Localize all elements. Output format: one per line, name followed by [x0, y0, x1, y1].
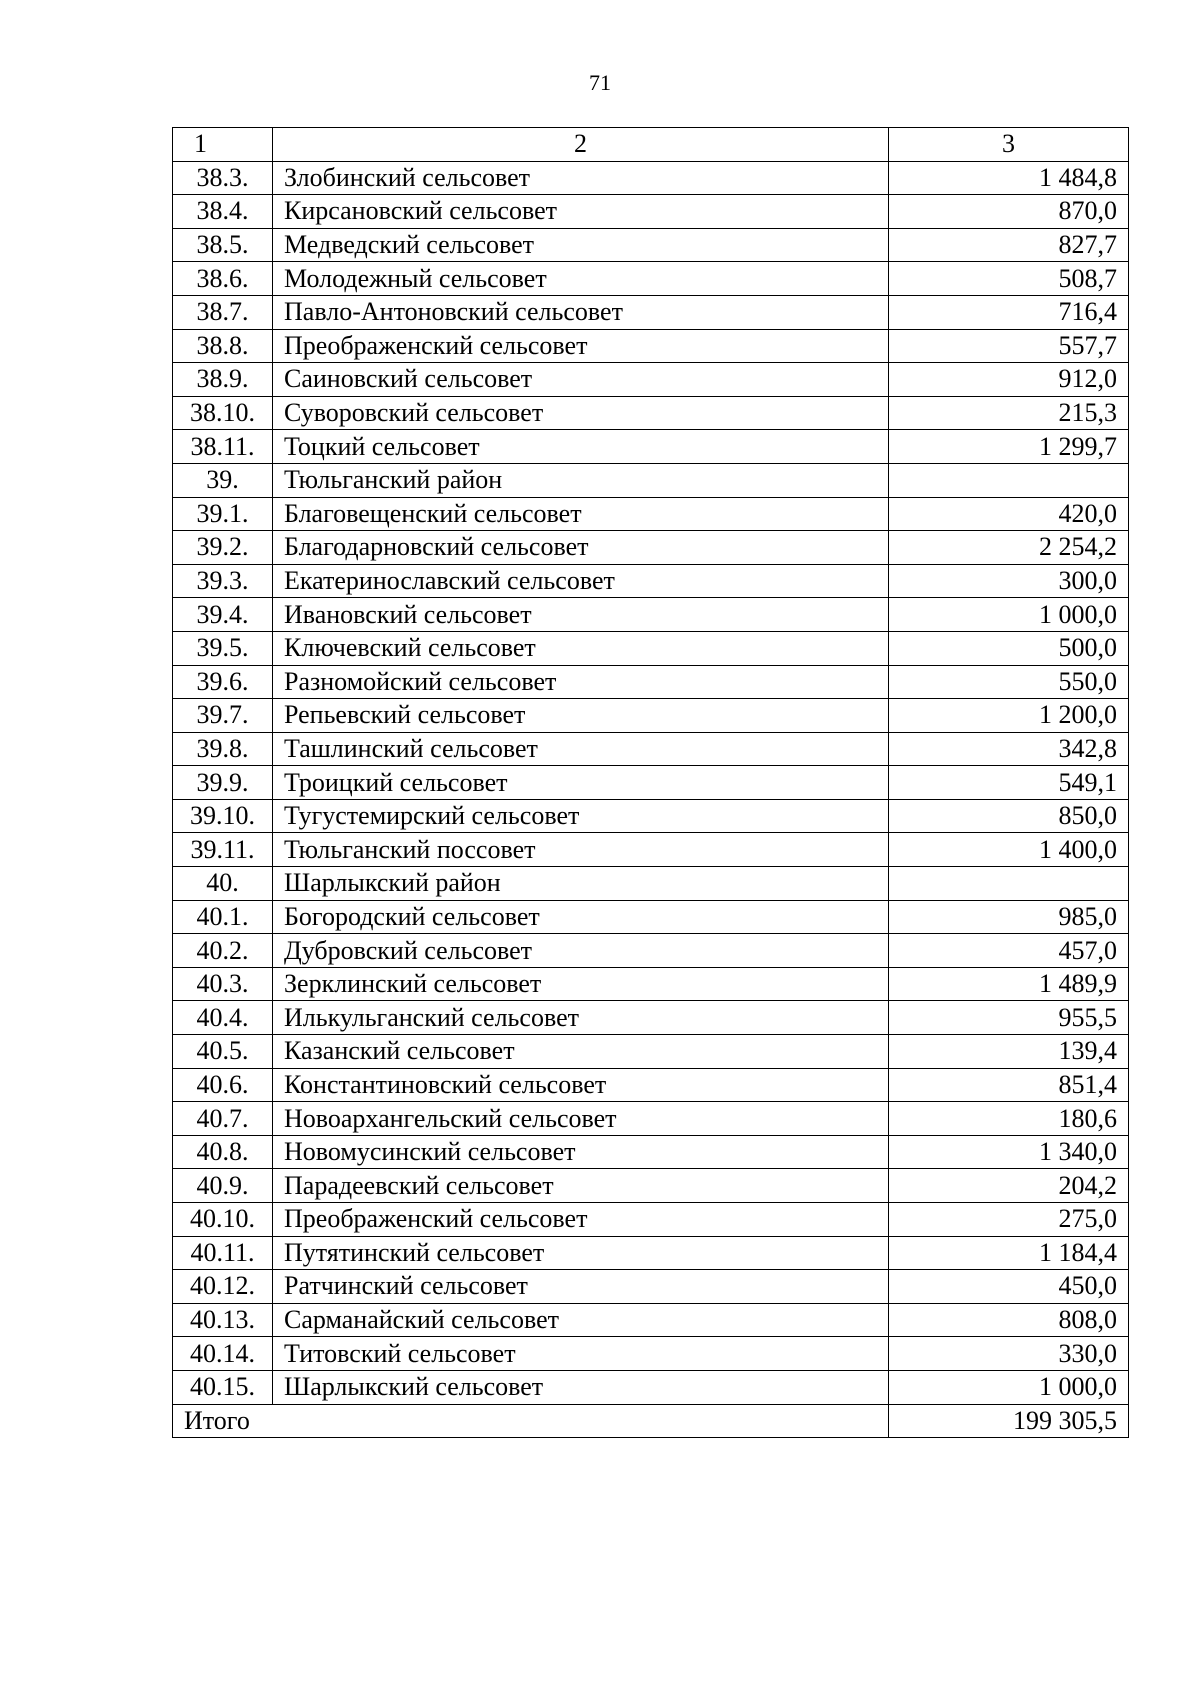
row-name: Новомусинский сельсовет	[273, 1135, 889, 1169]
budget-table	[172, 127, 1129, 1438]
table-row	[173, 228, 1129, 262]
table-row	[173, 598, 1129, 632]
row-amount: 550,0	[889, 665, 1129, 699]
table-row	[173, 934, 1129, 968]
row-name: Павло-Антоновский сельсовет	[273, 295, 889, 329]
table-row	[173, 732, 1129, 766]
row-amount: 275,0	[889, 1203, 1129, 1237]
row-amount: 215,3	[889, 396, 1129, 430]
row-number: 38.5.	[173, 228, 273, 262]
row-amount: 549,1	[889, 766, 1129, 800]
row-amount: 180,6	[889, 1102, 1129, 1136]
total-amount: 199 305,5	[889, 1404, 1129, 1438]
table-row	[173, 161, 1129, 195]
table-row	[173, 363, 1129, 397]
table-row	[173, 1270, 1129, 1304]
row-name: Благодарновский сельсовет	[273, 531, 889, 565]
table-row	[173, 262, 1129, 296]
row-name: Тоцкий сельсовет	[273, 430, 889, 464]
row-number: 39.11.	[173, 833, 273, 867]
row-amount: 300,0	[889, 564, 1129, 598]
row-number: 40.15.	[173, 1370, 273, 1404]
table-row	[173, 1001, 1129, 1035]
row-name: Титовский сельсовет	[273, 1337, 889, 1371]
row-amount: 342,8	[889, 732, 1129, 766]
row-amount: 139,4	[889, 1035, 1129, 1069]
row-number: 40.4.	[173, 1001, 273, 1035]
row-amount: 827,7	[889, 228, 1129, 262]
table-row	[173, 1169, 1129, 1203]
total-row	[173, 1404, 1129, 1438]
row-name: Шарлыкский район	[273, 867, 889, 901]
row-number: 38.3.	[173, 161, 273, 195]
header-col-1: 1	[173, 128, 273, 162]
row-amount: 1 184,4	[889, 1236, 1129, 1270]
row-name: Злобинский сельсовет	[273, 161, 889, 195]
row-number: 40.6.	[173, 1068, 273, 1102]
row-amount: 420,0	[889, 497, 1129, 531]
row-name: Екатеринославский сельсовет	[273, 564, 889, 598]
table-row	[173, 1068, 1129, 1102]
row-amount: 1 200,0	[889, 699, 1129, 733]
row-number: 40.7.	[173, 1102, 273, 1136]
row-name: Тюльганский поссовет	[273, 833, 889, 867]
table-row	[173, 463, 1129, 497]
row-name: Ратчинский сельсовет	[273, 1270, 889, 1304]
row-name: Илькульганский сельсовет	[273, 1001, 889, 1035]
header-col-3: 3	[889, 128, 1129, 162]
row-amount: 1 340,0	[889, 1135, 1129, 1169]
row-amount	[889, 867, 1129, 901]
table-row	[173, 1035, 1129, 1069]
table-row	[173, 1236, 1129, 1270]
row-number: 39.3.	[173, 564, 273, 598]
row-number: 40.5.	[173, 1035, 273, 1069]
row-name: Казанский сельсовет	[273, 1035, 889, 1069]
row-number: 40.3.	[173, 967, 273, 1001]
row-amount: 912,0	[889, 363, 1129, 397]
row-number: 39.	[173, 463, 273, 497]
row-name: Разномойский сельсовет	[273, 665, 889, 699]
row-name: Дубровский сельсовет	[273, 934, 889, 968]
row-amount: 1 000,0	[889, 598, 1129, 632]
row-amount: 508,7	[889, 262, 1129, 296]
row-amount: 1 400,0	[889, 833, 1129, 867]
row-name: Тюльганский район	[273, 463, 889, 497]
table-row	[173, 1337, 1129, 1371]
row-number: 39.5.	[173, 631, 273, 665]
row-number: 38.7.	[173, 295, 273, 329]
table-row	[173, 430, 1129, 464]
table-row	[173, 295, 1129, 329]
row-amount: 1 000,0	[889, 1370, 1129, 1404]
table-row	[173, 1102, 1129, 1136]
row-name: Преображенский сельсовет	[273, 1203, 889, 1237]
row-number: 40.11.	[173, 1236, 273, 1270]
row-name: Медведский сельсовет	[273, 228, 889, 262]
row-amount: 955,5	[889, 1001, 1129, 1035]
row-name: Зерклинский сельсовет	[273, 967, 889, 1001]
row-amount: 808,0	[889, 1303, 1129, 1337]
row-name: Кирсановский сельсовет	[273, 195, 889, 229]
row-number: 39.10.	[173, 799, 273, 833]
row-number: 38.11.	[173, 430, 273, 464]
table-row	[173, 967, 1129, 1001]
total-label: Итого	[173, 1404, 889, 1438]
table-row	[173, 766, 1129, 800]
table-row	[173, 564, 1129, 598]
header-col-2: 2	[273, 128, 889, 162]
row-name: Благовещенский сельсовет	[273, 497, 889, 531]
table-row	[173, 195, 1129, 229]
row-name: Шарлыкский сельсовет	[273, 1370, 889, 1404]
row-name: Новоархангельский сельсовет	[273, 1102, 889, 1136]
table-row	[173, 699, 1129, 733]
row-number: 40.10.	[173, 1203, 273, 1237]
row-name: Путятинский сельсовет	[273, 1236, 889, 1270]
row-number: 39.9.	[173, 766, 273, 800]
row-amount: 330,0	[889, 1337, 1129, 1371]
row-name: Парадеевский сельсовет	[273, 1169, 889, 1203]
table-header-row	[173, 128, 1129, 162]
row-amount: 204,2	[889, 1169, 1129, 1203]
row-name: Ташлинский сельсовет	[273, 732, 889, 766]
row-number: 38.6.	[173, 262, 273, 296]
row-amount: 1 489,9	[889, 967, 1129, 1001]
row-number: 39.2.	[173, 531, 273, 565]
row-name: Преображенский сельсовет	[273, 329, 889, 363]
row-number: 39.6.	[173, 665, 273, 699]
row-amount	[889, 463, 1129, 497]
table-row	[173, 396, 1129, 430]
row-number: 40.13.	[173, 1303, 273, 1337]
row-amount: 851,4	[889, 1068, 1129, 1102]
row-name: Константиновский сельсовет	[273, 1068, 889, 1102]
row-number: 40.	[173, 867, 273, 901]
row-name: Репьевский сельсовет	[273, 699, 889, 733]
table-row	[173, 799, 1129, 833]
row-name: Суворовский сельсовет	[273, 396, 889, 430]
row-amount: 850,0	[889, 799, 1129, 833]
row-number: 38.4.	[173, 195, 273, 229]
row-name: Ивановский сельсовет	[273, 598, 889, 632]
table-row	[173, 1203, 1129, 1237]
row-number: 38.8.	[173, 329, 273, 363]
table-row	[173, 631, 1129, 665]
table-row	[173, 1370, 1129, 1404]
row-amount: 500,0	[889, 631, 1129, 665]
row-number: 39.7.	[173, 699, 273, 733]
row-name: Сарманайский сельсовет	[273, 1303, 889, 1337]
row-number: 40.14.	[173, 1337, 273, 1371]
row-amount: 870,0	[889, 195, 1129, 229]
row-name: Тугустемирский сельсовет	[273, 799, 889, 833]
table-row	[173, 900, 1129, 934]
row-amount: 1 484,8	[889, 161, 1129, 195]
row-number: 40.9.	[173, 1169, 273, 1203]
row-number: 40.2.	[173, 934, 273, 968]
row-amount: 457,0	[889, 934, 1129, 968]
row-amount: 985,0	[889, 900, 1129, 934]
row-number: 39.8.	[173, 732, 273, 766]
row-amount: 1 299,7	[889, 430, 1129, 464]
row-amount: 557,7	[889, 329, 1129, 363]
table-row	[173, 497, 1129, 531]
row-number: 40.12.	[173, 1270, 273, 1304]
table-row	[173, 867, 1129, 901]
row-number: 40.1.	[173, 900, 273, 934]
row-amount: 450,0	[889, 1270, 1129, 1304]
row-number: 39.4.	[173, 598, 273, 632]
page-number: 71	[589, 70, 611, 95]
table-row	[173, 833, 1129, 867]
table-row	[173, 329, 1129, 363]
row-amount: 2 254,2	[889, 531, 1129, 565]
row-name: Троицкий сельсовет	[273, 766, 889, 800]
table-row	[173, 1135, 1129, 1169]
row-number: 40.8.	[173, 1135, 273, 1169]
table-row	[173, 531, 1129, 565]
row-amount: 716,4	[889, 295, 1129, 329]
row-name: Молодежный сельсовет	[273, 262, 889, 296]
row-number: 38.9.	[173, 363, 273, 397]
row-name: Саиновский сельсовет	[273, 363, 889, 397]
table-body	[173, 128, 1129, 1438]
row-name: Богородский сельсовет	[273, 900, 889, 934]
table-row	[173, 665, 1129, 699]
row-number: 39.1.	[173, 497, 273, 531]
table-row	[173, 1303, 1129, 1337]
row-name: Ключевский сельсовет	[273, 631, 889, 665]
row-number: 38.10.	[173, 396, 273, 430]
